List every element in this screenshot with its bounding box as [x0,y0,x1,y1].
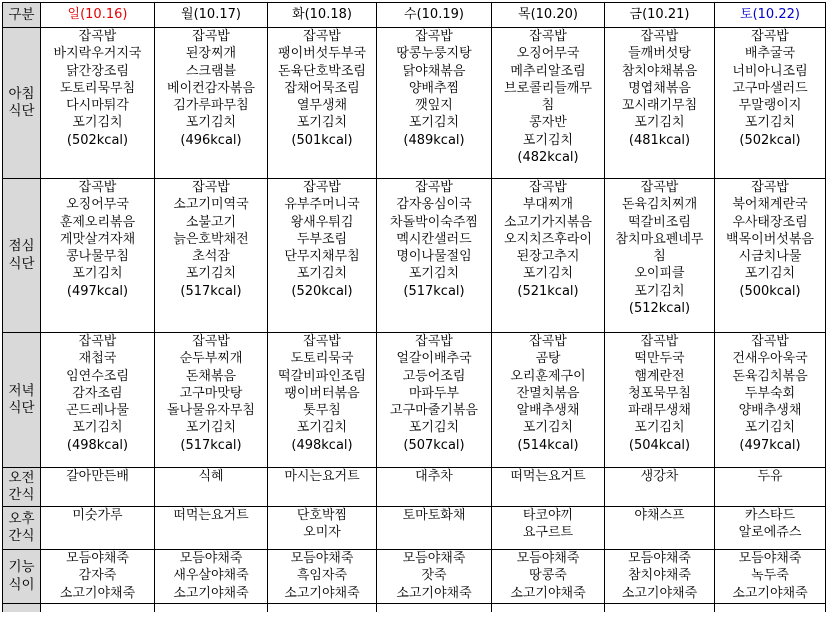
menu-item: 잡곡밥 [192,180,230,195]
menu-cell [155,468,268,507]
row-label-line: 점심 [8,238,35,255]
menu-item: 된장찌개 [185,46,237,62]
menu-cell [41,28,155,179]
row-label-line: 식단 [8,400,35,416]
menu-item: 참치야채죽 [628,568,691,584]
menu-cell [605,28,715,179]
menu-item: 배추굴국 [744,46,796,62]
row-label [3,507,41,550]
menu-item: 고구마맛탕 [179,385,243,401]
menu-cell [268,333,377,468]
menu-item: (507kcal) [403,437,465,453]
row-label-line: 오전 [8,469,35,486]
menu-item: 돈채볶음 [185,368,237,384]
menu-cell [492,179,605,333]
menu-item: 포기김치 [634,115,685,131]
menu-item: 갈아만든배 [66,469,129,484]
menu-item: 두부조림 [296,231,348,247]
menu-item: 참치마요펜네무 [615,231,704,247]
menu-item: 알로에쥬스 [738,525,802,541]
day-header: 수(10.19) [377,3,492,28]
menu-item: (496kcal) [180,132,242,148]
menu-item: 된장고추지 [516,249,580,265]
menu-cell [715,550,826,604]
menu-item: 잡곡밥 [303,29,341,44]
menu-item: 토마토화채 [402,508,466,523]
menu-item: 햄계란전 [634,368,685,384]
menu-item: 잡곡밥 [640,29,679,44]
menu-item: 포기김치 [522,420,574,436]
menu-item: 소고기야채죽 [396,585,472,601]
menu-item: 카스타드 [744,508,796,523]
menu-item: 고구마줄기볶음 [390,403,478,419]
menu-item: 멕시칸샐러드 [396,231,472,247]
lunch-row [3,179,826,333]
menu-item: 팽이버터볶음 [284,385,360,401]
menu-cell [605,333,715,468]
menu-item: 침 [541,98,555,114]
menu-item: (482kcal) [517,150,579,166]
menu-item: 참치야채볶음 [621,63,698,79]
menu-item: 고구마샐러드 [732,80,808,96]
empty-cell [3,604,41,613]
menu-item: 잣죽 [421,568,447,584]
menu-cell [377,333,492,468]
weekly-menu-table [2,2,826,612]
menu-cell [155,507,268,550]
menu-item: 소고기야채죽 [621,585,698,601]
menu-item: (512kcal) [628,301,691,317]
menu-item: 오미자 [303,525,341,541]
menu-item: 임연수조림 [66,368,129,384]
menu-item: 스크램블 [185,63,237,79]
menu-item: (497kcal) [66,283,129,299]
menu-item: 훈제오리볶음 [59,214,136,230]
menu-cell [155,179,268,333]
menu-item: 시금치나물 [738,249,802,265]
menu-item: (500kcal) [739,283,801,299]
row-label [3,468,41,507]
menu-cell [492,28,605,179]
menu-item: (504kcal) [628,437,691,453]
menu-cell [377,179,492,333]
menu-item: 모듬야채죽 [738,551,802,566]
menu-item: 곤드레나물 [66,403,129,419]
menu-item: 도토리묵국 [290,351,354,367]
menu-item: 잡곡밥 [751,334,789,349]
menu-item: 브로콜리들깨무 [504,80,592,96]
menu-item: 초석잠 [192,249,230,265]
row-label-line: 아침 [8,85,35,102]
menu-item: 파래무생채 [628,403,691,419]
menu-cell [377,28,492,179]
menu-item: (502kcal) [66,132,129,148]
menu-item: 잡곡밥 [192,334,230,349]
menu-item: 잡곡밥 [751,29,789,44]
menu-cell [377,507,492,550]
menu-cell [41,550,155,604]
menu-item: 우사태장조림 [732,214,808,230]
menu-item: 고등어조림 [402,368,466,384]
menu-item: 소고기야채죽 [173,585,249,601]
menu-cell [41,468,155,507]
day-header: 화(10.18) [268,3,377,28]
menu-item: 돈육김치찌개 [621,197,698,213]
snack1-row [3,468,826,507]
empty-cell [605,604,715,613]
menu-cell [268,28,377,179]
menu-item: 모듬야채죽 [628,551,691,566]
menu-item: 오징어무국 [516,46,580,62]
row-label-line: 식이 [8,576,35,593]
day-header: 금(10.21) [605,3,715,28]
empty-cell [155,604,268,613]
row-label-line: 간식 [8,528,35,544]
menu-item: 두부숙회 [744,385,796,401]
menu-item: 포기김치 [296,115,348,131]
menu-cell [605,179,715,333]
menu-item: 소고기야채죽 [59,585,136,601]
menu-item: 들깨버섯탕 [628,46,691,62]
menu-item: 부대찌개 [522,197,574,213]
menu-item: 닭야채볶음 [402,63,466,79]
row-label [3,179,41,333]
row-label-line: 오후 [8,510,35,527]
menu-item: 단호박찜 [296,508,348,523]
empty-cell [377,604,492,613]
menu-item: 바지락우거지국 [53,46,142,62]
menu-item: 명이나물절임 [396,249,472,265]
row-label-line: 간식 [8,487,35,503]
menu-item: 돈육김치볶음 [732,368,808,384]
menu-item: 유부주머니국 [284,197,360,213]
menu-item: 흑임자죽 [296,568,348,584]
menu-item: 포기김치 [296,266,348,282]
menu-item: 생강차 [640,469,679,484]
menu-item: 북어채계란국 [732,197,808,213]
menu-cell [268,507,377,550]
menu-item: 다시마튀각 [66,98,129,114]
menu-item: 청포묵무침 [628,385,691,401]
menu-item: 명엽채볶음 [628,80,691,96]
menu-item: 떡갈비조림 [628,214,691,230]
menu-item: 감자조림 [72,385,123,401]
menu-item: 순두부찌개 [179,351,243,367]
menu-cell [41,179,155,333]
menu-item: 모듬야채죽 [179,551,243,566]
menu-item: 타코야끼 [522,508,574,523]
menu-item: 도토리묵무침 [59,80,136,96]
menu-item: 모듬야채죽 [290,551,354,566]
menu-cell [605,550,715,604]
menu-item: 잡곡밥 [303,180,341,195]
menu-cell [492,507,605,550]
menu-item: 잡곡밥 [751,180,789,195]
menu-item: 건새우아욱국 [732,351,808,367]
menu-item: 소고기야채죽 [732,585,808,601]
menu-item: 오이피클 [634,266,685,282]
menu-item: 잡채어묵조림 [284,80,360,96]
menu-item: 녹두죽 [751,568,789,584]
menu-item: 새우살야채죽 [173,568,249,584]
menu-cell [268,179,377,333]
menu-item: 포기김치 [408,115,460,131]
menu-item: 감자죽 [78,568,117,584]
menu-item: 포기김치 [72,266,123,282]
menu-item: 포기김치 [72,115,123,131]
menu-item: 오지치즈후라이 [504,231,592,247]
menu-item: 깻잎지 [415,98,453,114]
menu-cell [377,550,492,604]
menu-item: 소고기미역국 [173,197,249,213]
row-label-line: 저녁 [8,382,35,399]
menu-item: 잡곡밥 [192,29,230,44]
menu-cell [715,179,826,333]
menu-item: 요구르트 [522,525,574,541]
menu-cell [41,507,155,550]
menu-item: (521kcal) [517,283,579,299]
menu-item: 잡곡밥 [78,334,117,349]
menu-item: 단무지채무침 [284,249,360,265]
row-label [3,550,41,604]
menu-item: 포기김치 [634,283,685,299]
menu-cell [268,550,377,604]
menu-item: 얼갈이배추국 [396,351,472,367]
table-bottom-edge [3,604,826,613]
menu-item: 포기김치 [296,420,348,436]
menu-cell [715,468,826,507]
row-label-line: 기능 [8,559,35,576]
menu-cell [715,507,826,550]
menu-item: (501kcal) [291,132,353,148]
menu-item: 열무생채 [296,98,348,114]
menu-item: 떠먹는요거트 [173,508,249,523]
menu-item: 오징어무국 [66,197,129,213]
breakfast-row [3,28,826,179]
row-label-line: 식단 [8,103,35,119]
menu-item: (520kcal) [291,283,353,299]
row-label [3,28,41,179]
menu-item: 식혜 [198,469,224,484]
row-label-line: 식단 [8,255,35,272]
menu-item: 포기김치 [185,115,237,131]
menu-item: 두유 [757,469,783,484]
menu-item: 떠먹는요거트 [510,469,586,484]
menu-item: 잡곡밥 [640,180,679,195]
menu-item: 잡곡밥 [529,29,567,44]
menu-item: 감자옹심이국 [396,197,472,213]
menu-item: 잔멸치볶음 [516,385,580,401]
menu-item: (517kcal) [180,437,242,453]
menu-item: 알배추생채 [516,403,580,419]
menu-item: 백목이버섯볶음 [726,231,814,247]
menu-item: 오리훈제구이 [510,368,586,384]
menu-cell [492,333,605,468]
menu-item: 모듬야채죽 [402,551,466,566]
menu-cell [605,468,715,507]
menu-item: 양배추찜 [408,80,460,96]
menu-item: 잡곡밥 [640,334,679,349]
menu-item: (498kcal) [291,437,353,453]
menu-cell [268,468,377,507]
menu-item: 왕새우튀김 [290,214,354,230]
menu-item: 야채스프 [634,508,685,523]
menu-item: 잡곡밥 [529,334,567,349]
menu-item: 너비아니조림 [732,63,808,79]
menu-item: 콩나물무침 [66,249,129,265]
dinner-row [3,333,826,468]
menu-item: 차돌박이숙주찜 [390,214,478,230]
menu-item: 땅콩죽 [529,568,567,584]
menu-item: 떡만두국 [634,351,685,367]
snack2-row [3,507,826,550]
empty-cell [715,604,826,613]
empty-cell [268,604,377,613]
day-header: 월(10.17) [155,3,268,28]
menu-item: (517kcal) [403,283,465,299]
menu-cell [492,468,605,507]
menu-item: 돈육단호박조림 [278,63,366,79]
menu-item: (498kcal) [66,437,129,453]
menu-cell [715,28,826,179]
empty-cell [41,604,155,613]
menu-item: 모듬야채죽 [516,551,580,566]
menu-item: 포기김치 [522,132,574,148]
menu-item: 소고기야채죽 [284,585,360,601]
day-header: 토(10.22) [715,3,826,28]
header-row [3,3,826,28]
menu-item: 잡곡밥 [529,180,567,195]
menu-item: (514kcal) [517,437,579,453]
menu-item: 잡곡밥 [415,29,453,44]
menu-item: 소불고기 [185,214,237,230]
menu-item: 게맛살겨자채 [59,231,136,247]
menu-item: 포기김치 [744,266,796,282]
empty-cell [492,604,605,613]
menu-cell [605,507,715,550]
menu-item: 닭간장조림 [66,63,129,79]
menu-cell [41,333,155,468]
menu-item: 포기김치 [634,420,685,436]
corner-label: 구분 [3,3,41,28]
day-header: 일(10.16) [41,3,155,28]
menu-item: (489kcal) [403,132,465,148]
menu-item: 포기김치 [72,420,123,436]
menu-cell [155,550,268,604]
menu-item: 마시는요거트 [284,469,360,484]
menu-item: 땅콩누룽지탕 [396,46,472,62]
menu-item: (481kcal) [628,132,691,148]
menu-item: 팽이버섯두부국 [278,46,366,62]
menu-item: 돌나물유자무침 [167,403,255,419]
menu-item: 잡곡밥 [303,334,341,349]
menu-item: 잡곡밥 [78,180,117,195]
day-header: 목(10.20) [492,3,605,28]
menu-item: 늙은호박채전 [173,231,249,247]
menu-item: 김가루파무침 [173,98,249,114]
menu-item: 모듬야채죽 [66,551,129,566]
menu-item: 베이컨감자볶음 [167,80,255,96]
menu-cell [492,550,605,604]
menu-item: 콩자반 [529,115,567,131]
menu-item: 마파두부 [408,385,460,401]
menu-cell [155,28,268,179]
menu-item: 포기김치 [744,420,796,436]
menu-item: 포기김치 [744,115,796,131]
menu-item: 포기김치 [185,266,237,282]
menu-item: 톳무침 [303,403,341,419]
menu-item: 양배추생채 [738,403,802,419]
menu-item: 무말랭이지 [738,98,802,114]
menu-item: 소고기야채죽 [510,585,586,601]
menu-cell [377,468,492,507]
menu-item: 떡갈비파인조림 [278,368,366,384]
func-row [3,550,826,604]
menu-item: 침 [653,249,666,265]
menu-item: (497kcal) [739,437,801,453]
menu-item: (502kcal) [739,132,801,148]
menu-cell [155,333,268,468]
menu-item: 미숫가루 [72,508,123,523]
menu-item: 꼬시래기무침 [621,98,698,114]
menu-item: 메추리알조림 [510,63,586,79]
menu-item: 곰탕 [535,351,561,367]
menu-item: 포기김치 [185,420,237,436]
menu-item: 잡곡밥 [415,334,453,349]
menu-item: 잡곡밥 [415,180,453,195]
menu-item: 잡곡밥 [78,29,117,44]
menu-item: (517kcal) [180,283,242,299]
menu-item: 포기김치 [408,420,460,436]
menu-item: 포기김치 [522,266,574,282]
menu-cell [715,333,826,468]
menu-item: 재첩국 [78,351,117,367]
row-label [3,333,41,468]
menu-item: 대추차 [415,469,453,484]
menu-item: 소고기가지볶음 [504,214,592,230]
menu-item: 포기김치 [408,266,460,282]
